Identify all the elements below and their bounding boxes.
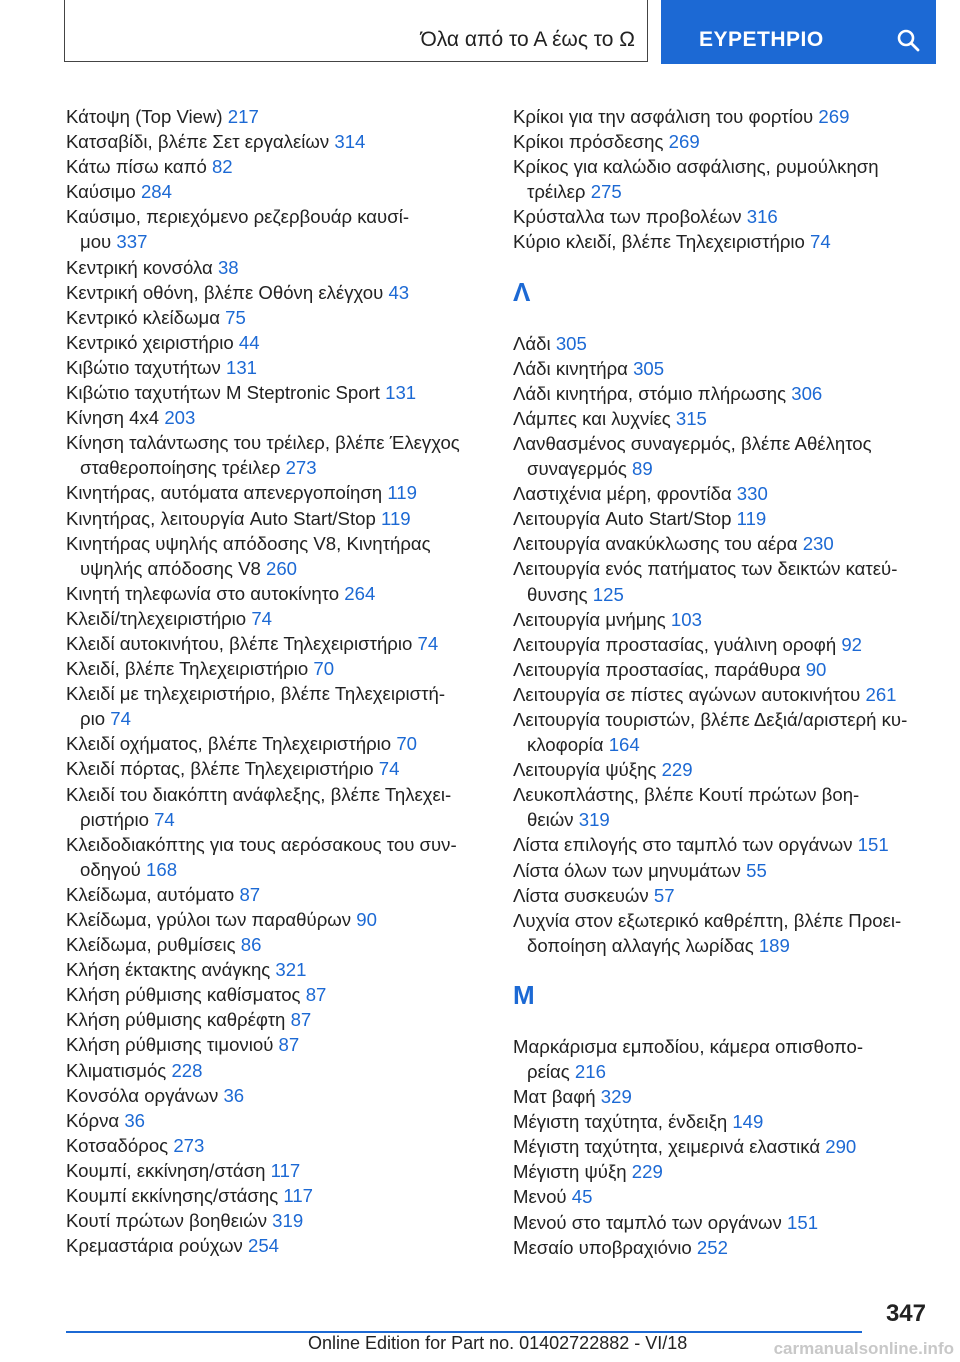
- entry-text: Κονσόλα οργάνων 36: [66, 1084, 245, 1106]
- entry-text: Λυχνία στον εξωτερικό καθρέπτη, βλέπε Προει-: [513, 909, 902, 931]
- entry-text: Κάτοψη (Top View) 217: [66, 106, 259, 127]
- entry-text: συναγερμός 89: [527, 458, 653, 480]
- page-link[interactable]: 119: [736, 508, 767, 530]
- page-link[interactable]: 149: [732, 1111, 764, 1133]
- entry-text: Κλειδί, βλέπε Τηλεχειριστήριο 70: [66, 658, 335, 680]
- page-link[interactable]: 117: [270, 1159, 301, 1181]
- entry-text: Καύσιμο, περιεχόμενο ρεζερβουάρ καυσί-: [66, 206, 410, 228]
- index-entry: [513, 1184, 931, 1209]
- entry-text: Κόρνα 36: [66, 1109, 145, 1131]
- entry-text: Κρύσταλλα των προβολέων 316: [513, 206, 778, 228]
- page-link[interactable]: 230: [802, 533, 834, 555]
- entry-text: Κρίκοι πρόσδεσης 269: [513, 131, 700, 153]
- index-entry: [66, 1158, 480, 1183]
- page-link[interactable]: 252: [696, 1236, 728, 1258]
- entry-text: Κλειδί με τηλεχειριστήριο, βλέπε Τηλεχειριστή-: [66, 683, 446, 705]
- index-entry: [513, 531, 931, 556]
- index-entry: [513, 757, 931, 782]
- entry-text: Μαρκάρισμα εμποδίου, κάμερα οπισθοπο-: [513, 1035, 864, 1057]
- index-entry: [513, 858, 931, 883]
- index-entry: [513, 104, 931, 129]
- page-link[interactable]: 57: [653, 884, 675, 906]
- index-entry: [66, 330, 480, 355]
- index-entry: [66, 882, 480, 907]
- entry-text: Κρίκοι για την ασφάλιση του φορτίου 269: [513, 106, 850, 127]
- index-entry: [513, 406, 931, 431]
- index-entry: [513, 1210, 931, 1235]
- index-entry: [66, 581, 480, 606]
- entry-text: σταθεροποίησης τρέιλερ 273: [80, 457, 317, 479]
- entry-text: Λειτουργία προστασίας, γυάλινη οροφή 92: [513, 633, 863, 655]
- index-entry: [513, 506, 931, 531]
- page-link[interactable]: 329: [600, 1086, 632, 1108]
- entry-text: ριο 74: [80, 708, 131, 730]
- page-link[interactable]: 228: [171, 1059, 203, 1081]
- entry-text: Λειτουργία προστασίας, παράθυρα 90: [513, 658, 827, 680]
- index-entry: [66, 430, 480, 480]
- entry-text: τρέιλερ 275: [527, 181, 622, 203]
- index-entry: [513, 154, 931, 204]
- page-link[interactable]: 275: [590, 181, 622, 203]
- entry-text: Μέγιστη ψύξη 229: [513, 1161, 663, 1183]
- index-entry: [66, 1233, 480, 1258]
- index-entry: [66, 204, 480, 254]
- entry-text: Κλειδί οχήματος, βλέπε Τηλεχειριστήριο 70: [66, 733, 417, 755]
- index-entry: [513, 431, 931, 481]
- page-link[interactable]: 168: [146, 858, 178, 880]
- page-link[interactable]: 264: [344, 582, 376, 604]
- entry-text: Λαστιχένια μέρη, φροντίδα 330: [513, 483, 768, 505]
- page-link[interactable]: 217: [227, 106, 259, 127]
- index-entry: [66, 255, 480, 280]
- page-link[interactable]: 305: [633, 357, 665, 379]
- index-entry: [66, 355, 480, 380]
- page-link[interactable]: 261: [865, 683, 897, 705]
- index-entry: [66, 656, 480, 681]
- index-entry: [513, 883, 931, 908]
- page-link[interactable]: 119: [387, 482, 417, 504]
- page-link[interactable]: 87: [290, 1009, 312, 1031]
- entry-text: Λάδι 305: [513, 332, 587, 354]
- entry-text: Κοτσαδόρος 273: [66, 1134, 205, 1156]
- entry-text: κλοφορία 164: [527, 734, 640, 756]
- entry-text: Κουμπί, εκκίνηση/στάση 117: [66, 1159, 301, 1181]
- entry-text: Λειτουργία σε πίστες αγώνων αυτοκινήτου 261: [513, 683, 897, 705]
- entry-text: Λειτουργία τουριστών, βλέπε Δεξιά/αριστερή κυ-: [513, 708, 908, 730]
- entry-text: μου 337: [80, 231, 148, 253]
- entry-text: ριστήριο 74: [80, 808, 175, 830]
- entry-text: Κύριο κλειδί, βλέπε Τηλεχειριστήριο 74: [513, 231, 831, 253]
- entry-text: Κεντρική οθόνη, βλέπε Οθόνη ελέγχου 43: [66, 281, 410, 303]
- page-link[interactable]: 151: [857, 834, 889, 856]
- entry-text: Μεσαίο υποβραχιόνιο 252: [513, 1236, 728, 1258]
- section-tab[interactable]: [64, 0, 648, 62]
- page-link[interactable]: 315: [675, 407, 707, 429]
- page-link[interactable]: 45: [571, 1186, 593, 1208]
- page-link[interactable]: 74: [417, 632, 439, 654]
- index-entry: [66, 782, 480, 832]
- page-link[interactable]: 125: [592, 583, 624, 605]
- page-link[interactable]: 119: [380, 507, 411, 529]
- entry-text: Κλειδί/τηλεχειριστήριο 74: [66, 607, 272, 629]
- page-number: 347: [885, 1300, 926, 1327]
- entry-text: Κουτί πρώτων βοηθειών 319: [66, 1210, 304, 1232]
- entry-text: Κινητήρας, λειτουργία Auto Start/Stop 119: [66, 507, 411, 529]
- entry-text: Κλιματισμός 228: [66, 1059, 203, 1081]
- entry-text: Κατσαβίδι, βλέπε Σετ εργαλείων 314: [66, 131, 366, 153]
- entry-text: Καύσιμο 284: [66, 181, 172, 203]
- page-link[interactable]: 87: [278, 1034, 300, 1056]
- page-link[interactable]: 269: [818, 106, 850, 127]
- page-link[interactable]: 36: [223, 1084, 245, 1106]
- entry-text: Μέγιστη ταχύτητα, χειμερινά ελαστικά 290: [513, 1136, 857, 1158]
- index-entry: [513, 331, 931, 356]
- page-link[interactable]: 203: [164, 407, 196, 429]
- index-entry: [513, 129, 931, 154]
- entry-text: Κουμπί εκκίνησης/στάσης 117: [66, 1185, 314, 1207]
- page-link[interactable]: 229: [661, 759, 693, 781]
- page-link[interactable]: 314: [334, 131, 366, 153]
- entry-text: Λάδι κινητήρα 305: [513, 357, 665, 379]
- page-link[interactable]: 55: [746, 859, 767, 881]
- entry-text: Μενού στο ταμπλό των οργάνων 151: [513, 1211, 819, 1233]
- entry-text: Κλειδί αυτοκινήτου, βλέπε Τηλεχειριστήριο 74: [66, 632, 439, 654]
- index-entry: [66, 731, 480, 756]
- index-entry: [66, 305, 480, 330]
- page-link[interactable]: 284: [140, 181, 172, 203]
- letter-heading-mu: Μ: [513, 979, 535, 1010]
- entry-text: Κρεμαστάρια ρούχων 254: [66, 1235, 280, 1257]
- page-link[interactable]: 273: [285, 457, 317, 479]
- index-entry: [513, 607, 931, 632]
- entries-lambda: [513, 331, 931, 958]
- letter-heading-lambda: Λ: [513, 276, 531, 307]
- page-link[interactable]: 151: [787, 1211, 819, 1233]
- page-link[interactable]: 131: [385, 382, 417, 404]
- index-entry: [66, 1083, 480, 1108]
- index-entry: [66, 480, 480, 505]
- page-link[interactable]: 74: [378, 758, 400, 780]
- entry-text: Κινητήρας, αυτόματα απενεργοποίηση 119: [66, 482, 417, 504]
- entry-text: Κλήση ρύθμισης τιμονιού 87: [66, 1034, 300, 1056]
- index-entry: [66, 1208, 480, 1233]
- entry-text: Μενού 45: [513, 1186, 593, 1208]
- entry-text: Κινητήρας υψηλής απόδοσης V8, Κινητήρας: [66, 532, 431, 554]
- page-link[interactable]: 316: [746, 206, 778, 228]
- entry-text: Λίστα συσκευών 57: [513, 884, 675, 906]
- entry-text: Λάμπες και λυχνίες 315: [513, 407, 707, 429]
- index-entry: [66, 1108, 480, 1133]
- page-link[interactable]: 70: [396, 733, 417, 755]
- entry-text: Κλειδί του διακόπτη ανάφλεξης, βλέπε Τηλεχει-: [66, 783, 452, 805]
- page-link[interactable]: 189: [758, 934, 790, 956]
- page-link[interactable]: 229: [631, 1161, 663, 1183]
- page-link[interactable]: 90: [805, 658, 827, 680]
- entry-text: Κιβώτιο ταχυτήτων 131: [66, 356, 258, 378]
- entry-text: Κλήση ρύθμισης καθίσματος 87: [66, 984, 327, 1006]
- entry-text: Κάτω πίσω καπό 82: [66, 156, 233, 178]
- index-entry: [513, 556, 931, 606]
- index-entry: [513, 1084, 931, 1109]
- page-link[interactable]: 273: [173, 1134, 205, 1156]
- page-link[interactable]: 82: [211, 156, 233, 178]
- index-entry: [66, 1058, 480, 1083]
- index-entry: [66, 832, 480, 882]
- index-entry: [513, 908, 931, 958]
- entry-text: οδηγού 168: [80, 858, 178, 880]
- index-entry: [66, 756, 480, 781]
- page-link[interactable]: 43: [388, 281, 410, 303]
- index-entry: [66, 531, 480, 581]
- index-entry: [513, 832, 931, 857]
- page-link[interactable]: 38: [217, 256, 239, 278]
- page-link[interactable]: 254: [248, 1235, 280, 1257]
- page-link[interactable]: 74: [810, 231, 831, 253]
- index-entry: [513, 1134, 931, 1159]
- entry-text: Λειτουργία ψύξης 229: [513, 759, 693, 781]
- entry-text: Λανθασμένος συναγερμός, βλέπε Αθέλητος: [513, 432, 872, 454]
- page-header: [64, 0, 936, 64]
- index-entry: [66, 631, 480, 656]
- index-entry: [513, 381, 931, 406]
- page-link[interactable]: 260: [266, 557, 298, 579]
- entry-text: Κρίκος για καλώδιο ασφάλισης, ρυμούλκηση: [513, 156, 879, 178]
- entry-text: ρείας 216: [527, 1061, 606, 1082]
- entry-text: Κλήση έκτακτης ανάγκης 321: [66, 959, 307, 981]
- page-link[interactable]: 74: [110, 708, 131, 730]
- index-entry: [513, 1235, 931, 1260]
- entry-text: Κλήση ρύθμισης καθρέφτη 87: [66, 1009, 312, 1031]
- entry-text: Λευκοπλάστης, βλέπε Κουτί πρώτων βοη-: [513, 784, 860, 806]
- page-link[interactable]: 319: [578, 809, 610, 831]
- edition-text: Online Edition for Part no. 01402722882 - VI/18: [308, 1333, 688, 1353]
- entry-text: δοποίηση αλλαγής λωρίδας 189: [527, 934, 790, 956]
- index-entry: [513, 782, 931, 832]
- search-icon[interactable]: [896, 28, 920, 52]
- page-link[interactable]: 75: [225, 306, 246, 328]
- page-link[interactable]: 87: [305, 984, 327, 1006]
- entry-text: Κλείδωμα, ρυθμίσεις 86: [66, 934, 262, 956]
- page-link[interactable]: 74: [154, 808, 175, 830]
- entry-text: Κίνηση ταλάντωσης του τρέιλερ, βλέπε Έλεγχος: [66, 432, 460, 454]
- index-entry: [66, 982, 480, 1007]
- page-link[interactable]: 290: [825, 1136, 857, 1158]
- entries-k-cont: [513, 104, 931, 255]
- index-entry: [513, 1159, 931, 1184]
- index-entry: [66, 506, 480, 531]
- entry-text: Κινητή τηλεφωνία στο αυτοκίνητο 264: [66, 582, 376, 604]
- page-link[interactable]: 306: [791, 382, 823, 404]
- index-entry: [66, 129, 480, 154]
- index-entry: [66, 1183, 480, 1208]
- page-link[interactable]: 87: [239, 883, 261, 905]
- index-entry: [66, 179, 480, 204]
- page-link[interactable]: 131: [225, 356, 258, 378]
- page-link[interactable]: 70: [313, 658, 335, 680]
- entry-text: Λειτουργία ανακύκλωσης του αέρα 230: [513, 533, 834, 555]
- page-link[interactable]: 117: [283, 1185, 314, 1207]
- entry-text: Κλείδωμα, γρύλοι των παραθύρων 90: [66, 909, 377, 930]
- entry-text: υψηλής απόδοσης V8 260: [80, 557, 298, 579]
- entry-text: Κλειδοδιακόπτης για τους αερόσακους του συν-: [66, 833, 457, 855]
- index-entry: [513, 1034, 931, 1084]
- index-entry: [66, 1032, 480, 1057]
- index-entry: [66, 104, 480, 129]
- index-entry: [513, 632, 931, 657]
- page-link[interactable]: 269: [668, 131, 700, 153]
- index-entry: [66, 280, 480, 305]
- page-link[interactable]: 36: [124, 1109, 145, 1131]
- entry-text: Κεντρικό χειριστήριο 44: [66, 331, 260, 353]
- watermark: carmanualsonline.info: [773, 1339, 954, 1358]
- page-link[interactable]: 103: [670, 608, 702, 630]
- index-entry: [66, 957, 480, 982]
- index-tab[interactable]: [661, 0, 936, 64]
- entry-text: Λάδι κινητήρα, στόμιο πλήρωσης 306: [513, 382, 823, 404]
- index-column-left: [66, 104, 480, 1258]
- page-link[interactable]: 74: [251, 607, 272, 629]
- index-entry: [513, 657, 931, 682]
- index-entry: [66, 907, 480, 932]
- entry-text: Κεντρική κονσόλα 38: [66, 256, 239, 278]
- index-entry: [66, 1133, 480, 1158]
- entry-text: Ματ βαφή 329: [513, 1086, 632, 1108]
- entries-k: [66, 104, 480, 1258]
- index-entry: [66, 932, 480, 957]
- page-link[interactable]: 86: [240, 934, 262, 956]
- index-entry: [513, 356, 931, 381]
- section-title: Όλα από το Α έως το Ω: [420, 28, 635, 51]
- entry-text: Λειτουργία ενός πατήματος των δεικτών κατεύ-: [513, 558, 898, 580]
- index-entry: [513, 204, 931, 229]
- page-link[interactable]: 337: [116, 231, 148, 253]
- entry-text: Κλειδί πόρτας, βλέπε Τηλεχειριστήριο 74: [66, 758, 400, 780]
- index-entry: [513, 481, 931, 506]
- index-entry: [513, 707, 931, 757]
- entry-text: Λίστα όλων των μηνυμάτων 55: [513, 859, 767, 881]
- page-link[interactable]: 216: [574, 1061, 606, 1082]
- index-entry: [66, 380, 480, 405]
- page-link[interactable]: 90: [356, 909, 377, 930]
- index-entry: [66, 154, 480, 179]
- page-link[interactable]: 319: [272, 1210, 304, 1232]
- page-link[interactable]: 305: [555, 332, 587, 354]
- index-entry: [513, 1109, 931, 1134]
- entry-text: Μέγιστη ταχύτητα, ένδειξη 149: [513, 1111, 764, 1133]
- page-link[interactable]: 321: [275, 959, 307, 981]
- page-link[interactable]: 164: [608, 734, 640, 756]
- page-link[interactable]: 330: [736, 483, 768, 505]
- page-link[interactable]: 92: [841, 633, 863, 655]
- entry-text: θυνσης 125: [527, 583, 624, 605]
- entry-text: Κλείδωμα, αυτόματο 87: [66, 883, 261, 905]
- entry-text: Κιβώτιο ταχυτήτων M Steptronic Sport 131: [66, 382, 417, 404]
- index-entry: [513, 229, 931, 254]
- entry-text: Κεντρικό κλείδωμα 75: [66, 306, 246, 328]
- entry-text: Κίνηση 4x4 203: [66, 407, 196, 429]
- entry-text: Λειτουργία Auto Start/Stop 119: [513, 508, 767, 530]
- page-link[interactable]: 44: [238, 331, 260, 353]
- index-entry: [66, 606, 480, 631]
- entry-text: θειών 319: [527, 809, 610, 831]
- page-link[interactable]: 89: [632, 458, 653, 480]
- index-column-right: [513, 104, 931, 1260]
- entries-mu: [513, 1034, 931, 1260]
- index-entry: [513, 682, 931, 707]
- entry-text: Λειτουργία μνήμης 103: [513, 608, 702, 630]
- index-entry: [66, 405, 480, 430]
- index-entry: [66, 1007, 480, 1032]
- entry-text: Λίστα επιλογής στο ταμπλό των οργάνων 151: [513, 834, 889, 856]
- index-label: ΕΥΡΕΤΗΡΙΟ: [699, 28, 824, 51]
- index-entry: [66, 681, 480, 731]
